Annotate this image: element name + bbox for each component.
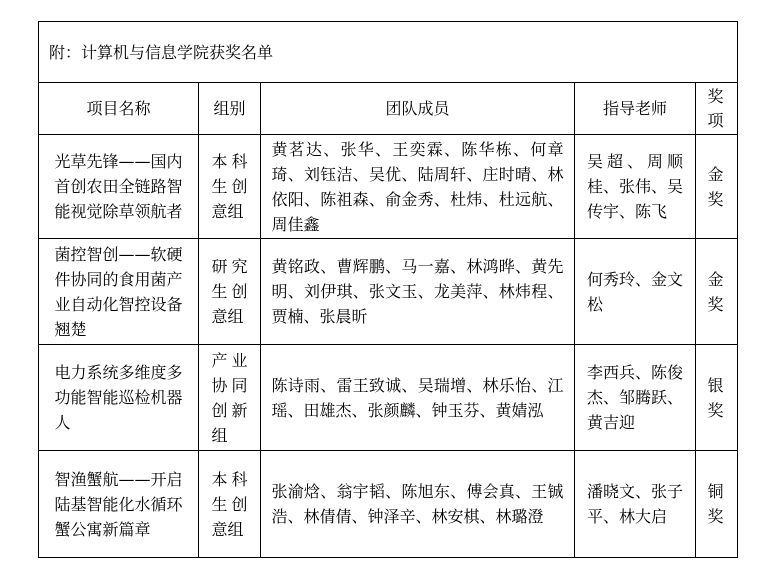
group-cell	[199, 239, 261, 345]
award-value: 金奖	[707, 164, 724, 209]
teachers-cell	[575, 135, 696, 239]
group-cell	[199, 135, 261, 239]
advisors: 何秀玲、金文松	[587, 269, 684, 314]
members-cell	[261, 239, 575, 345]
teachers-cell	[575, 239, 696, 345]
table-row	[39, 239, 738, 345]
team-members: 黄茗达、张华、王奕霖、陈华栋、何章琦、刘钰洁、吴优、陆周轩、庄时晴、林依阳、陈祖森、俞金秀、杜炜、杜远航、周佳鑫	[271, 139, 564, 234]
award-value: 银奖	[707, 375, 724, 420]
award-value: 铜奖	[707, 482, 724, 526]
group-name: 本科生创意组	[211, 469, 248, 539]
header-members: 团队成员	[261, 83, 575, 135]
award-cell	[696, 135, 738, 239]
table-title-row	[39, 22, 738, 83]
project-cell	[39, 239, 199, 345]
group-cell	[199, 451, 261, 558]
group-name: 产业协同创新组	[211, 350, 248, 445]
table-title: 附：计算机与信息学院获奖名单	[39, 22, 738, 83]
advisors: 潘晓文、张子平、林大启	[587, 482, 684, 526]
table-header-row	[39, 83, 738, 135]
header-group: 组别	[199, 83, 261, 135]
group-cell	[199, 345, 261, 451]
award-cell	[696, 239, 738, 345]
table-row	[39, 345, 738, 451]
table-row	[39, 451, 738, 558]
project-name: 菌控智创——软硬件协同的食用菌产业自动化智控设备翘楚	[54, 244, 183, 339]
teachers-cell	[575, 345, 696, 451]
table-row	[39, 135, 738, 239]
header-teachers: 指导老师	[575, 83, 696, 135]
group-name: 本科生创意组	[211, 152, 248, 221]
teachers-cell	[575, 451, 696, 558]
members-cell	[261, 345, 575, 451]
project-name: 光草先锋——国内首创农田全链路智能视觉除草领航者	[54, 152, 183, 221]
project-name: 智渔蟹航——开启陆基智能化水循环蟹公寓新篇章	[54, 469, 183, 539]
project-cell	[39, 135, 199, 239]
group-name: 研究生创意组	[211, 257, 248, 326]
award-value: 金奖	[707, 269, 724, 314]
members-cell	[261, 451, 575, 558]
award-cell	[696, 451, 738, 558]
project-name: 电力系统多维度多功能智能巡检机器人	[54, 363, 183, 432]
award-cell	[696, 345, 738, 451]
project-cell	[39, 345, 199, 451]
advisors: 吴超、周顺桂、张伟、吴传宇、陈飞	[587, 152, 684, 221]
header-project: 项目名称	[39, 83, 199, 135]
header-award	[696, 83, 738, 135]
header-award-label: 奖项	[707, 86, 724, 130]
team-members: 张渝焓、翁宇韬、陈旭东、傅会真、王铖浩、林倩倩、钟泽辛、林安棋、林璐澄	[271, 482, 564, 526]
members-cell	[261, 135, 575, 239]
team-members: 陈诗雨、雷王致诚、吴瑞增、林乐怡、江瑶、田雄杰、张颜麟、钟玉芬、黄婧泓	[271, 375, 564, 420]
advisors: 李西兵、陈俊杰、邹腾跃、黄吉迎	[587, 363, 684, 432]
project-cell	[39, 451, 199, 558]
award-table	[38, 21, 738, 558]
team-members: 黄铭政、曹辉鹏、马一嘉、林鸿晔、黄先明、刘伊琪、张文玉、龙美萍、林炜程、贾楠、张晨昕	[271, 257, 564, 326]
